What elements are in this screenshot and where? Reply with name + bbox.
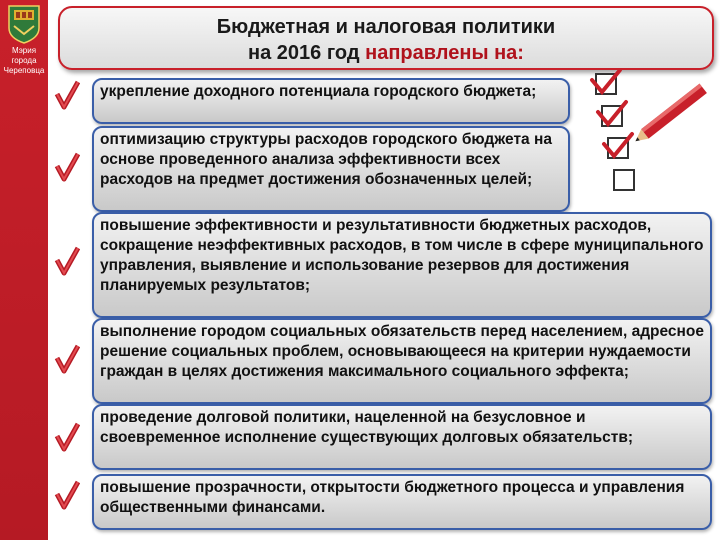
list-item: оптимизацию структуры расходов городского бюджета на основе проведенного анализа эффективности всех расходов на предмет достижения обозначенных целей; <box>92 126 570 212</box>
list-item: выполнение городом социальных обязательств перед населением, адресное решение социальных проблем, основывающееся на критерии нуждаемости граждан в целях достижения максимального социального эффекта; <box>92 318 712 404</box>
list-item: проведение долговой политики, нацеленной на безусловное и своевременное исполнение существующих долговых обязательств; <box>92 404 712 470</box>
list-item: укрепление доходного потенциала городского бюджета; <box>92 78 570 124</box>
red-checkmark-icon <box>54 246 80 276</box>
title-accent: направлены на: <box>365 42 524 64</box>
sidebar <box>0 0 48 540</box>
list-item: повышение прозрачности, открытости бюджетного процесса и управления общественными финансами. <box>92 474 712 530</box>
red-checkmark-icon <box>54 80 80 110</box>
sidebar-label-line: Мэрия <box>11 46 37 55</box>
title-box <box>58 6 714 70</box>
sidebar-label <box>0 46 48 76</box>
city-crest-icon <box>6 4 42 44</box>
page-title-line1: Бюджетная и налоговая политики <box>216 16 556 38</box>
red-checkmark-icon <box>54 152 80 182</box>
page-title-line2 <box>60 42 712 65</box>
sidebar-label-line: Череповца <box>3 66 45 75</box>
red-checkmark-icon <box>54 344 80 374</box>
red-checkmark-icon <box>54 422 80 452</box>
red-checkmark-icon <box>54 480 80 510</box>
checklist-with-pencil-icon <box>578 68 714 218</box>
sidebar-label-line: города <box>11 56 37 65</box>
title-prefix: на 2016 год <box>248 42 366 64</box>
list-item: повышение эффективности и результативности бюджетных расходов, сокращение неэффективных расходов, в том числе в сфере муниципального управления, выявление и использование резервов для достижения планируемых результатов; <box>92 212 712 318</box>
